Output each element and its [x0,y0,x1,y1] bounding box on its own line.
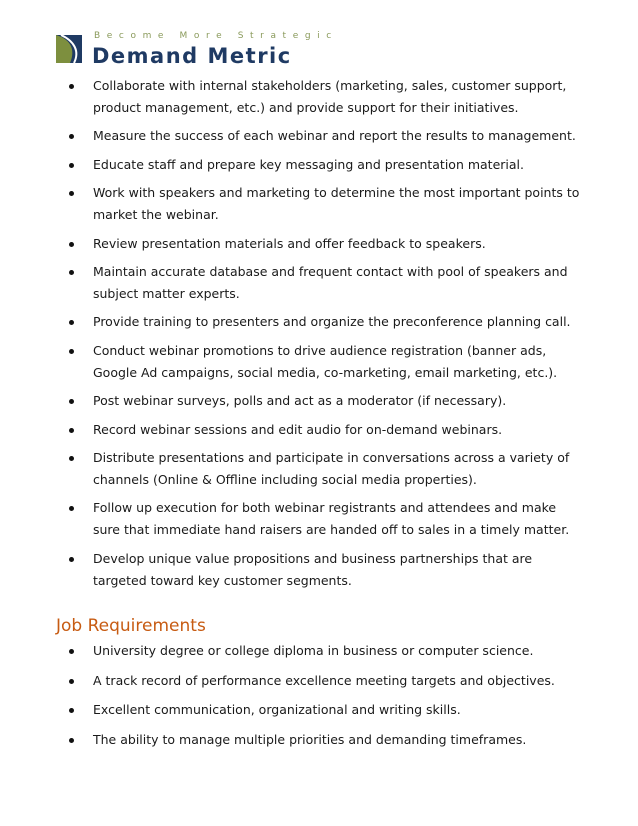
list-item: A track record of performance excellence meeting targets and objectives. [66,670,586,692]
list-item: Review presentation materials and offer feedback to speakers. [66,233,586,255]
list-item: Follow up execution for both webinar registrants and attendees and make sure that immediate hand raisers are handed off to sales in a timely matter. [66,497,586,541]
requirements-list [66,640,586,758]
list-item: Conduct webinar promotions to drive audience registration (banner ads, Google Ad campaigns, social media, co-marketing, email marketing, etc.). [66,340,586,384]
list-item: Educate staff and prepare key messaging and presentation material. [66,154,586,176]
list-item: Record webinar sessions and edit audio for on-demand webinars. [66,419,586,441]
list-item: Measure the success of each webinar and report the results to management. [66,125,586,147]
list-item: Collaborate with internal stakeholders (marketing, sales, customer support, product management, etc.) and provide support for their initiatives. [66,75,586,119]
list-item: Develop unique value propositions and business partnerships that are targeted toward key customer segments. [66,548,586,592]
list-item: The ability to manage multiple priorities and demanding timeframes. [66,729,586,751]
list-item: Provide training to presenters and organize the preconference planning call. [66,311,586,333]
company-logo [56,30,338,70]
logo-tagline: Become More Strategic [94,31,338,41]
responsibilities-list [66,75,586,598]
list-item: Work with speakers and marketing to determine the most important points to market the webinar. [66,182,586,226]
logo-mark-icon [56,33,86,65]
list-item: Distribute presentations and participate in conversations across a variety of channels (Online & Offline including social media properties). [66,447,586,491]
list-item: University degree or college diploma in business or computer science. [66,640,586,662]
list-item: Post webinar surveys, polls and act as a moderator (if necessary). [66,390,586,412]
list-item: Excellent communication, organizational and writing skills. [66,699,586,721]
logo-brand-name: Demand Metric [92,44,292,68]
job-requirements-heading: Job Requirements [56,616,206,636]
list-item: Maintain accurate database and frequent contact with pool of speakers and subject matter experts. [66,261,586,305]
